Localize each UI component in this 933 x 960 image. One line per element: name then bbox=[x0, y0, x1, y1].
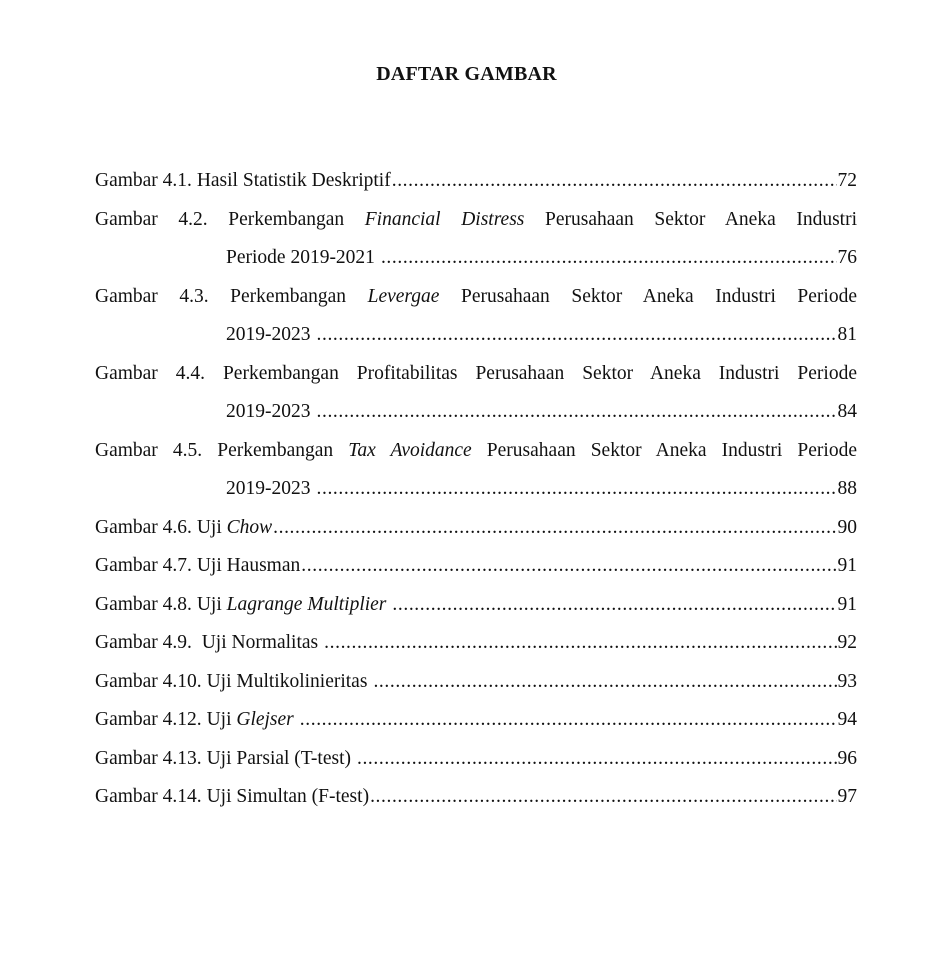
dot-leader bbox=[317, 316, 837, 355]
page-number: 91 bbox=[837, 593, 857, 615]
figure-title: Perusahaan Sektor Aneka Industri Periode bbox=[439, 285, 857, 307]
figure-label: Gambar 4.14. bbox=[95, 786, 202, 807]
dot-leader bbox=[370, 778, 836, 817]
entry-text-line-2: Periode 2019-2021 bbox=[226, 247, 375, 268]
page-number: 76 bbox=[837, 247, 857, 268]
figure-title: Uji Hausman bbox=[191, 555, 301, 576]
page-number: 81 bbox=[837, 324, 857, 345]
list-of-figures bbox=[95, 162, 857, 817]
figure-label: Gambar 4.10. bbox=[95, 670, 202, 692]
figure-label: Gambar 4.8. bbox=[95, 593, 192, 615]
page-number: 91 bbox=[837, 555, 857, 576]
figure-title: Perusahaan Sektor Aneka Industri Periode bbox=[471, 439, 857, 461]
figure-label: Gambar 4.2. bbox=[95, 208, 208, 230]
toc-entry-4-4[interactable] bbox=[95, 355, 857, 432]
dot-leader bbox=[392, 586, 836, 625]
toc-entry-4-10[interactable] bbox=[95, 663, 857, 702]
entry-text bbox=[95, 663, 367, 702]
entry-text bbox=[95, 586, 386, 625]
dot-leader bbox=[301, 547, 836, 586]
figure-title: Uji Simultan (F-test) bbox=[201, 786, 370, 807]
dot-leader bbox=[373, 663, 836, 702]
figure-title: Uji bbox=[201, 709, 237, 730]
figure-title-italic: Levergae bbox=[367, 285, 440, 307]
entry-text-line-2: 2019-2023 bbox=[226, 401, 311, 422]
entry-text-line-2: 2019-2023 bbox=[226, 478, 311, 499]
figure-label: Gambar 4.3. bbox=[95, 285, 209, 307]
dot-leader bbox=[273, 509, 836, 548]
figure-label: Gambar 4.4. bbox=[95, 362, 205, 384]
entry-text bbox=[95, 547, 300, 586]
toc-entry-4-13[interactable] bbox=[95, 740, 857, 779]
page-number: 96 bbox=[837, 747, 857, 769]
figure-label: Gambar 4.5. bbox=[95, 439, 203, 461]
toc-entry-4-9[interactable] bbox=[95, 624, 857, 663]
figure-label: Gambar 4.13. bbox=[95, 747, 202, 769]
entry-text-line-1 bbox=[95, 355, 857, 394]
figure-title-italic: Chow bbox=[226, 516, 273, 538]
figure-title: Perusahaan Sektor Aneka Industri bbox=[524, 208, 858, 230]
toc-entry-4-8[interactable] bbox=[95, 586, 857, 625]
figure-title: Perkembangan Profitabilitas Perusahaan Sektor Aneka Industri Periode bbox=[205, 362, 857, 384]
page-number: 88 bbox=[837, 478, 857, 499]
figure-title: Perkembangan bbox=[208, 285, 368, 307]
figure-label: Gambar 4.12. bbox=[95, 709, 202, 730]
dot-leader bbox=[317, 470, 837, 509]
toc-entry-4-6[interactable] bbox=[95, 509, 857, 548]
dot-leader bbox=[324, 624, 836, 663]
page-number: 97 bbox=[837, 786, 857, 807]
figure-title: Uji Multikolinieritas bbox=[201, 670, 368, 692]
page-title: DAFTAR GAMBAR bbox=[376, 63, 557, 85]
dot-leader bbox=[392, 162, 837, 201]
toc-entry-4-5[interactable] bbox=[95, 432, 857, 509]
figure-title-italic: Lagrange Multiplier bbox=[226, 593, 387, 615]
toc-entry-4-12[interactable] bbox=[95, 701, 857, 740]
figure-title: Hasil Statistik Deskriptif bbox=[191, 170, 391, 191]
toc-entry-4-7[interactable] bbox=[95, 547, 857, 586]
entry-text bbox=[95, 624, 318, 663]
toc-entry-4-14[interactable] bbox=[95, 778, 857, 817]
page-number: 92 bbox=[837, 632, 857, 653]
page-number: 90 bbox=[837, 516, 857, 538]
figure-label: Gambar 4.1. bbox=[95, 170, 192, 191]
toc-entry-4-1[interactable] bbox=[95, 162, 857, 201]
page-number: 93 bbox=[837, 670, 857, 692]
dot-leader bbox=[300, 701, 837, 740]
entry-text bbox=[95, 740, 351, 779]
dot-leader bbox=[317, 393, 837, 432]
entry-text bbox=[95, 778, 369, 817]
figure-title-italic: Tax Avoidance bbox=[348, 439, 472, 461]
figure-title: Uji Parsial (T-test) bbox=[201, 747, 351, 769]
entry-text bbox=[95, 509, 272, 548]
page-number: 72 bbox=[837, 170, 857, 191]
toc-entry-4-3[interactable] bbox=[95, 278, 857, 355]
figure-title-italic: Glejser bbox=[236, 709, 294, 730]
figure-title-italic: Financial Distress bbox=[364, 208, 525, 230]
figure-title: Uji bbox=[191, 593, 227, 615]
figure-title: Perkembangan bbox=[202, 439, 349, 461]
entry-text bbox=[95, 162, 391, 201]
toc-entry-4-2[interactable] bbox=[95, 201, 857, 278]
entry-text-line-1 bbox=[95, 201, 857, 240]
figure-label: Gambar 4.6. bbox=[95, 516, 192, 538]
page-number: 84 bbox=[837, 401, 857, 422]
entry-text-line-1 bbox=[95, 278, 857, 317]
figure-label: Gambar 4.7. bbox=[95, 555, 192, 576]
page-number: 94 bbox=[837, 709, 857, 730]
figure-title: Uji Normalitas bbox=[191, 632, 319, 653]
figure-title: Uji bbox=[191, 516, 227, 538]
figure-label: Gambar 4.9. bbox=[95, 632, 192, 653]
entry-text bbox=[95, 701, 294, 740]
dot-leader bbox=[381, 239, 837, 278]
entry-text-line-1 bbox=[95, 432, 857, 471]
dot-leader bbox=[357, 740, 837, 779]
entry-text-line-2: 2019-2023 bbox=[226, 324, 311, 345]
figure-title: Perkembangan bbox=[207, 208, 365, 230]
